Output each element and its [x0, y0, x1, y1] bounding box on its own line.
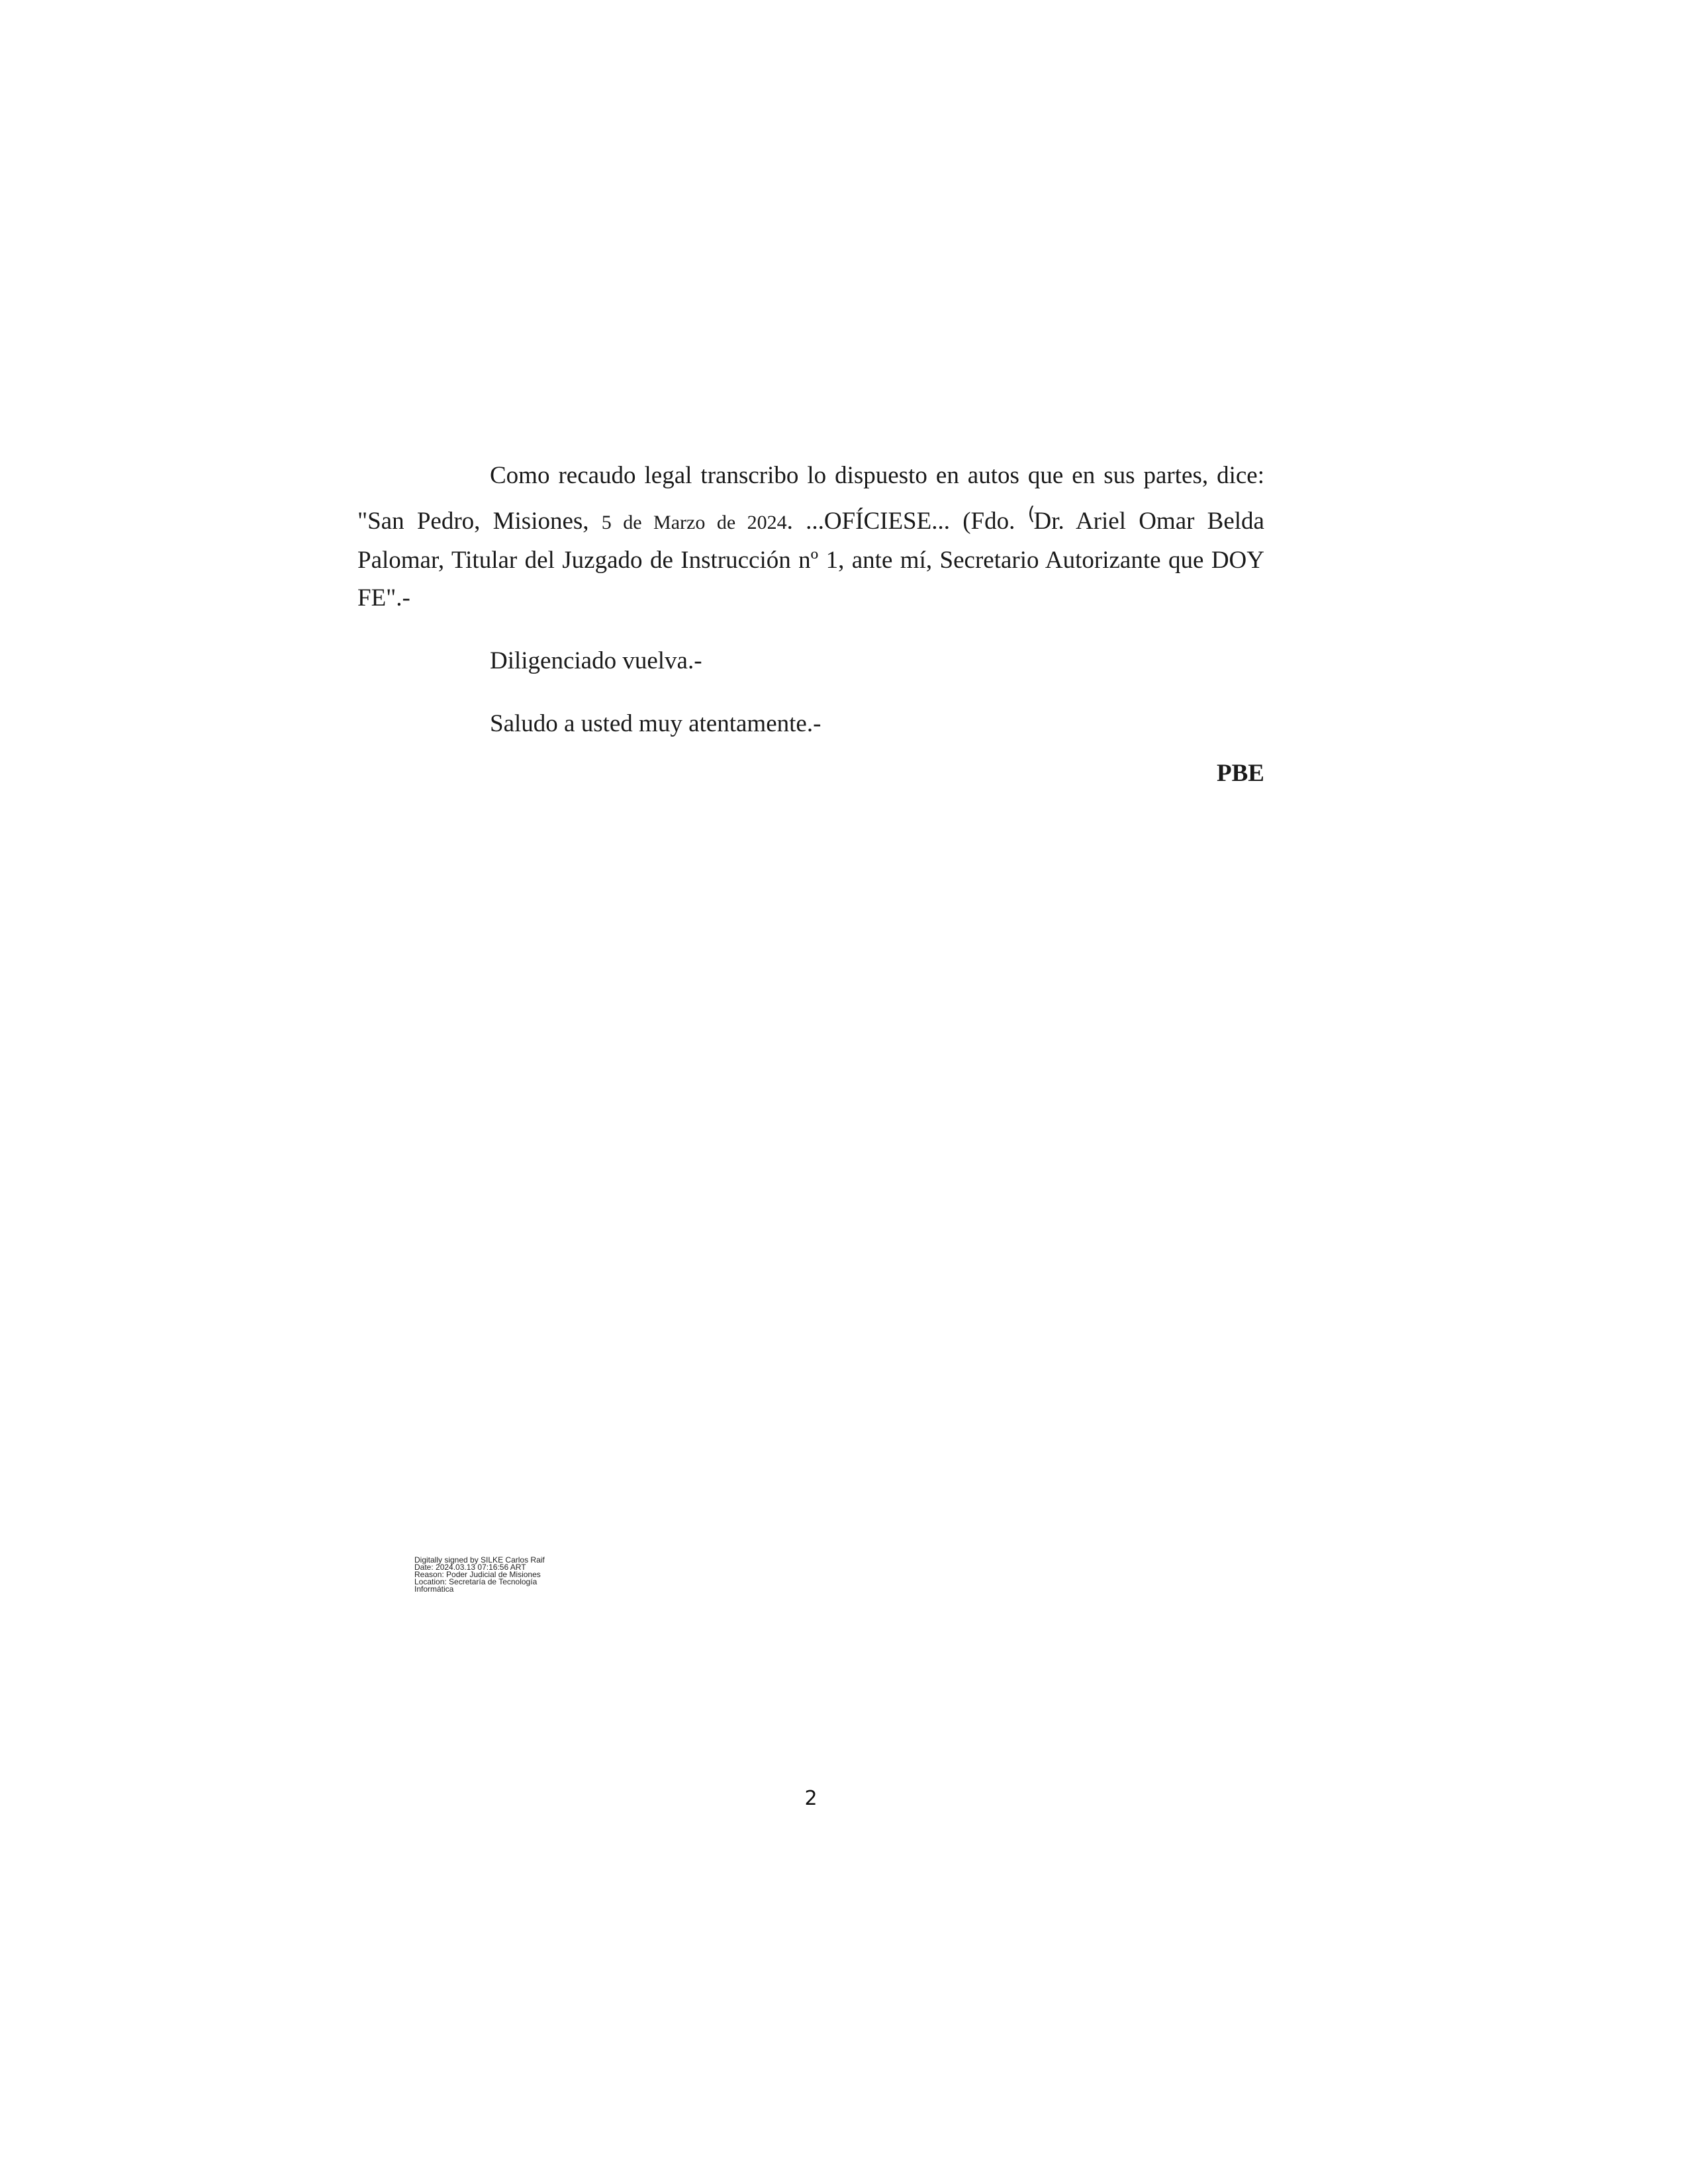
digital-signature-stamp [414, 1557, 613, 1593]
closing-initials: PBE [1217, 760, 1264, 787]
greeting-paragraph: Saludo a usted muy atentamente.- [490, 710, 821, 737]
transcription-text-1: Como recaudo legal transcribo lo dispuesto en autos que en sus partes, dice: "San Pedro, Misiones, [357, 462, 1264, 535]
return-paragraph: Diligenciado vuelva.- [490, 647, 702, 674]
letter-body [357, 457, 1264, 743]
transcription-text-3: Dr. Ariel Omar Belda Palomar, Titular del Juzgado de Instrucción nº 1, ante mí, Secretario Autorizante que DOY FE".- [357, 508, 1264, 612]
signature-location: Location: Secretaría de Tecnología [414, 1577, 538, 1586]
transcription-paragraph [357, 457, 1264, 617]
signature-location-cont: Informática [414, 1584, 454, 1594]
transcription-mark: ( [1027, 502, 1035, 524]
transcription-text-2: . ...OFÍCIESE... (Fdo. [786, 508, 1028, 535]
signature-signer: Digitally signed by SILKE Carlos Raif [414, 1555, 545, 1565]
signature-reason: Reason: Poder Judicial de Misiones [414, 1570, 541, 1579]
page-number: 2 [804, 1787, 818, 1810]
transcription-date: 5 de Marzo de 2024 [601, 512, 787, 533]
signature-date: Date: 2024.03.13 07:16:56 ART [414, 1563, 526, 1572]
